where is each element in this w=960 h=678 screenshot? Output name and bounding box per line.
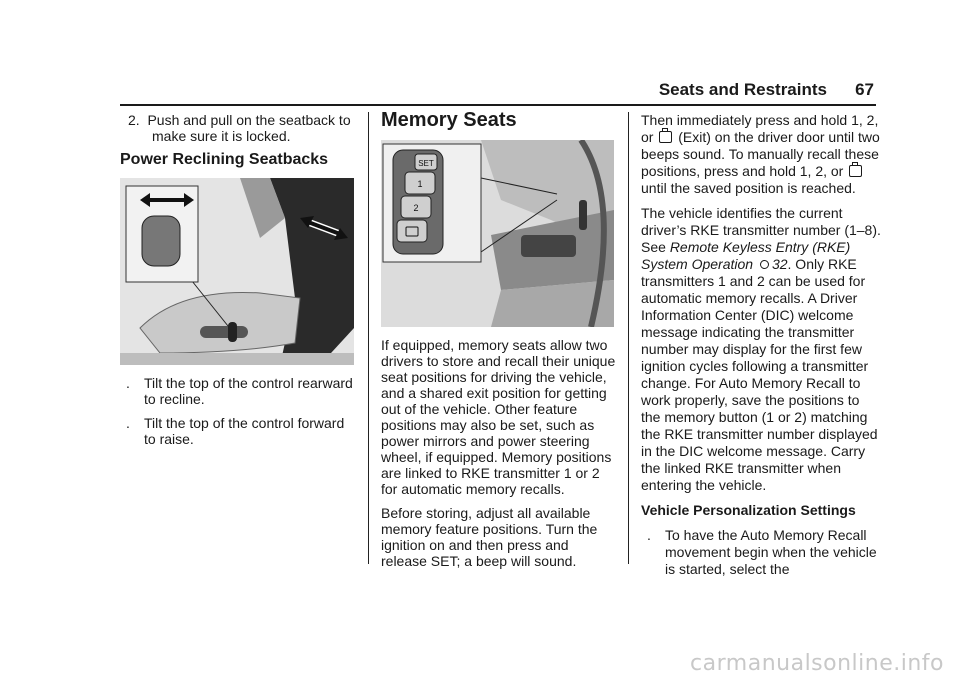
column-3	[641, 112, 881, 586]
memory-store-paragraph: Before storing, adjust all available memory feature positions. Turn the ignition on and then press and release SET; a beep will sound.	[381, 505, 598, 569]
memory-seats-heading: Memory Seats	[381, 109, 517, 131]
page-reference-icon	[760, 260, 769, 269]
bullet-raise	[120, 415, 356, 447]
bullet-recline	[120, 375, 356, 407]
reclining-illustration	[120, 178, 354, 365]
bullet-marker: .	[647, 527, 651, 543]
transmitter-paragraph	[641, 205, 881, 494]
text-segment: . Only RKE transmitters 1 and 2 can be used for automatic memory recalls. A Driver Information Center (DIC) welcome message indicating the transmitter number may display for the first few ignition cycles following a transmitter change. For Auto Memory Recall to work properly, save the positions to the memory button (1 or 2) matching the RKE transmitter number displayed in the DIC welcome message. Carry the linked RKE transmitter when entering the vehicle.	[641, 256, 878, 493]
memory-buttons-illustration	[381, 140, 614, 327]
column-1	[120, 112, 356, 455]
memory-intro-paragraph: If equipped, memory seats allow two drivers to store and recall their unique seat positions for driving the vehicle, and a shared exit position for getting out of the vehicle. Other feature positions may also be set, such as power mirrors and power steering wheel, if equipped. Memory positions are linked to RKE transmitter 1 or 2 for automatic memory recalls.	[381, 337, 616, 497]
step-number: 2.	[128, 112, 140, 128]
bullet-text: To have the Auto Memory Recall movement begin when the vehicle is started, select the	[665, 527, 877, 577]
set-button-label: SET	[418, 159, 434, 168]
power-reclining-heading: Power Reclining Seatbacks	[120, 151, 329, 168]
text-segment: The vehicle identifies the current driver’s RKE transmitter number (1–8). See	[641, 205, 881, 255]
header-title: Seats and Restraints	[658, 80, 827, 99]
rke-cross-reference[interactable]: Remote Keyless Entry (RKE) System Operation	[641, 239, 851, 272]
exit-icon	[849, 165, 862, 177]
step-2	[120, 112, 356, 144]
store-recall-paragraph	[641, 112, 881, 197]
exit-icon	[659, 131, 672, 143]
column-2	[381, 109, 617, 577]
personalization-heading: Vehicle Personalization Settings	[641, 502, 856, 518]
bullet-auto-memory	[641, 527, 881, 578]
text-segment: (Exit) on the driver door until two beeps sound. To manually recall these positions, press and hold 1, 2, or	[641, 129, 880, 179]
bullet-marker: .	[126, 375, 130, 391]
bullet-text: Tilt the top of the control rearward to recline.	[144, 375, 353, 407]
page-number: 67	[855, 80, 874, 99]
memory-2-label: 2	[413, 203, 419, 213]
column-divider-2	[628, 112, 629, 564]
watermark: carmanualsonline.info	[690, 651, 944, 676]
column-divider-1	[368, 112, 369, 564]
rke-page-number[interactable]: 32	[771, 256, 788, 272]
text-segment: Then immediately press and hold 1, 2, or	[641, 112, 879, 145]
header-rule	[120, 104, 876, 106]
step-text: Push and pull on the seatback to make sure it is locked.	[147, 112, 351, 144]
text-segment: until the saved position is reached.	[641, 180, 856, 196]
bullet-text: Tilt the top of the control forward to raise.	[144, 415, 345, 447]
bullet-marker: .	[126, 415, 130, 431]
memory-1-label: 1	[417, 179, 423, 189]
